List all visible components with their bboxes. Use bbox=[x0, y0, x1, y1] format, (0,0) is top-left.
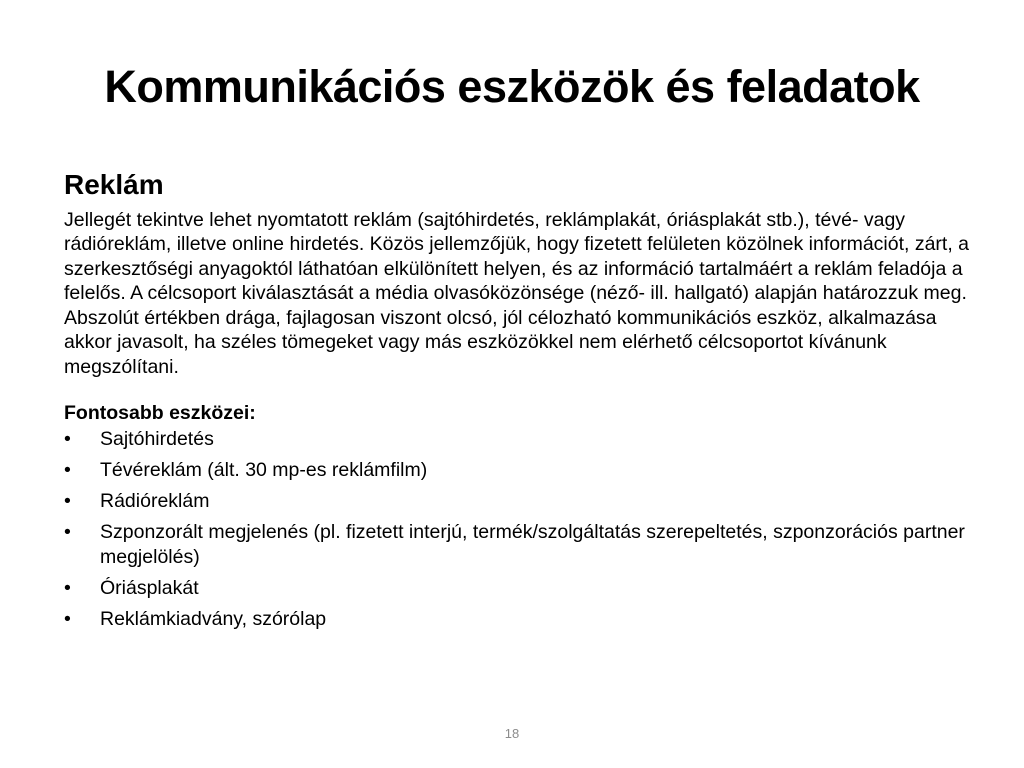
list-item-text: Rádióreklám bbox=[100, 490, 210, 513]
tools-heading: Fontosabb eszközei: bbox=[64, 402, 256, 425]
list-item bbox=[64, 458, 974, 483]
slide-title: Kommunikációs eszközök és feladatok bbox=[104, 61, 920, 112]
bullet-icon: • bbox=[64, 428, 71, 451]
list-item bbox=[64, 427, 974, 452]
list-item-text: Reklámkiadvány, szórólap bbox=[100, 607, 327, 630]
slide-content bbox=[64, 168, 974, 638]
list-item-text: Tévéreklám (ált. 30 mp-es reklámfilm) bbox=[100, 459, 428, 482]
list-item bbox=[64, 607, 974, 632]
list-item-text: Szponzorált megjelenés (pl. fizetett interjú, termék/szolgáltatás szerepeltetés, szponzorációs partner megjelölés) bbox=[100, 521, 965, 568]
section-heading: Reklám bbox=[64, 169, 164, 200]
bullet-icon: • bbox=[64, 459, 71, 482]
list-item bbox=[64, 576, 974, 601]
list-item-text: Sajtóhirdetés bbox=[100, 428, 214, 451]
list-item bbox=[64, 520, 974, 569]
bullet-icon: • bbox=[64, 576, 71, 599]
bullet-icon: • bbox=[64, 490, 71, 513]
bullet-icon: • bbox=[64, 521, 71, 544]
list-item bbox=[64, 489, 974, 514]
tools-list bbox=[64, 427, 974, 631]
page-number: 18 bbox=[504, 726, 520, 741]
body-paragraph: Jellegét tekintve lehet nyomtatott reklám (sajtóhirdetés, reklámplakát, óriásplakát stb.), tévé- vagy rádióreklám, illetve online hirdetés. Közös jellemzőjük, hogy fizetett felületen közölnek információt, zárt, a szerkesztőségi anyagoktól láthatóan elkülönített helyen, és az információ tartalmáért a reklám feladója a felelős. A célcsoport kiválasztását a média olvasóközönsége (néző- ill. hallgató) alapján határozzuk meg. Abszolút értékben drága, fajlagosan viszont olcsó, jól célozható kommunikációs eszköz, alkalmazása akkor javasolt, ha széles tömegeket vagy más eszközökkel nem elérhető célcsoportot kívánunk megszólítani. bbox=[64, 208, 970, 378]
bullet-icon: • bbox=[64, 607, 71, 630]
list-item-text: Óriásplakát bbox=[100, 576, 199, 599]
